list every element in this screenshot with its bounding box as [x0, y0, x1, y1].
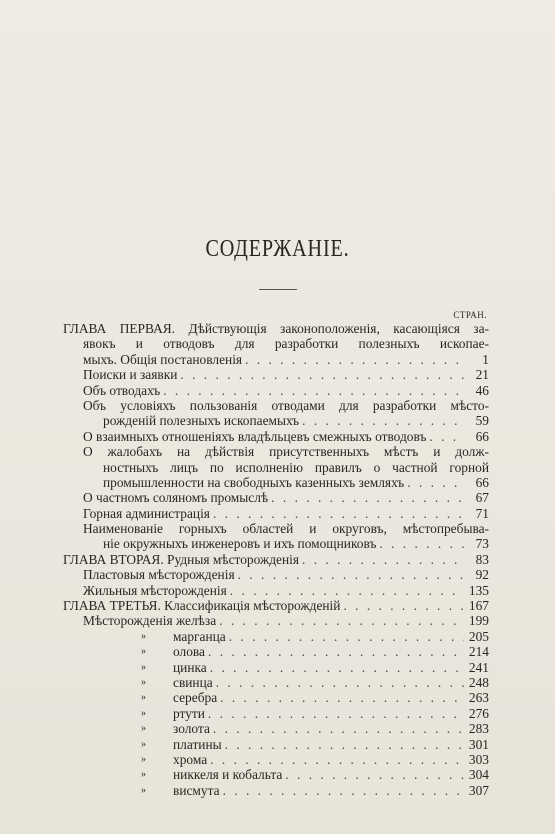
- toc-page-number: 46: [475, 382, 489, 398]
- title-divider: [259, 289, 297, 290]
- toc-page-number: 21: [475, 367, 489, 383]
- table-of-contents: [63, 321, 489, 798]
- toc-entry: [63, 490, 489, 505]
- toc-entry: [63, 567, 489, 582]
- toc-entry-text: хрома: [173, 751, 208, 767]
- page-column-header: СТРАН.: [453, 310, 487, 320]
- toc-page-number: 248: [468, 674, 489, 690]
- toc-entry-text: О жалобахъ на дѣйствія присутственныхъ мѣстъ и долж-: [83, 444, 489, 460]
- page-title: СОДЕРЖАНІЕ.: [205, 236, 350, 262]
- dot-leader: [407, 475, 464, 490]
- toc-entry-line: [63, 336, 489, 351]
- ditto-mark: »: [141, 707, 146, 719]
- toc-entry-text: Объ отводахъ: [83, 382, 161, 398]
- toc-entry-text: свинца: [173, 674, 213, 690]
- toc-page-number: 67: [475, 490, 489, 506]
- toc-entry-text: платины: [173, 736, 222, 752]
- toc-entry-text: ртути: [173, 705, 205, 721]
- dot-leader: [230, 583, 464, 598]
- toc-entry-line: [63, 660, 489, 675]
- toc-entry-text: марганца: [173, 628, 226, 644]
- toc-entry: [63, 660, 489, 675]
- toc-entry-text: никкеля и кобальта: [173, 767, 283, 783]
- dot-leader: [302, 552, 464, 567]
- toc-entry: [63, 398, 489, 429]
- toc-entry-text: ніе окружныхъ инженеровъ и ихъ помощниковъ: [103, 536, 377, 552]
- toc-entry-text: ГЛАВА ПЕРВАЯ. Дѣйствующія законоположенія, касающіяся за-: [63, 321, 489, 336]
- toc-entry-line: [83, 521, 489, 536]
- dot-leader: [245, 352, 464, 367]
- toc-entry-text: Жильныя мѣсторожденія: [83, 582, 227, 598]
- toc-entry-text: явокъ и отводовъ для разработки полезныхъ ископае-: [83, 336, 489, 352]
- toc-page-number: 71: [475, 505, 489, 521]
- toc-entry-line: [63, 675, 489, 690]
- toc-page-number: 92: [475, 567, 489, 583]
- toc-page-number: 276: [468, 705, 489, 721]
- toc-page-number: 301: [468, 736, 489, 752]
- toc-page-number: 1: [482, 351, 489, 367]
- toc-entry-text: промышленности на свободныхъ казенныхъ земляхъ: [103, 474, 405, 490]
- toc-entry-text: серебра: [173, 690, 218, 706]
- toc-entry: [63, 506, 489, 521]
- dot-leader: [210, 752, 464, 767]
- toc-entry-text: О частномъ соляномъ промыслѣ: [83, 490, 269, 506]
- toc-entry-text: Поиски и заявки: [83, 367, 178, 383]
- toc-entry-line: [83, 460, 489, 475]
- toc-entry-line: [83, 613, 489, 628]
- toc-page-number: 241: [468, 659, 489, 675]
- toc-entry-text: О взаимныхъ отношеніяхъ владѣльцевъ смежныхъ отводовъ: [83, 428, 427, 444]
- ditto-mark: »: [141, 661, 146, 673]
- ditto-mark: »: [141, 769, 146, 781]
- toc-entry-line: [83, 413, 489, 428]
- toc-entry: [63, 383, 489, 398]
- ditto-mark: »: [141, 738, 146, 750]
- toc-page-number: 283: [468, 721, 489, 737]
- toc-entry-line: [83, 583, 489, 598]
- toc-page-number: 135: [468, 582, 489, 598]
- toc-entry-line: [63, 644, 489, 659]
- toc-entry-line: [83, 506, 489, 521]
- toc-entry: [63, 521, 489, 552]
- dot-leader: [213, 721, 464, 736]
- toc-entry-line: [83, 475, 489, 490]
- toc-entry-line: [63, 783, 489, 798]
- toc-entry-text: ГЛАВА ТРЕТЬЯ. Классификація мѣсторожденій: [63, 598, 341, 614]
- toc-page-number: 66: [475, 474, 489, 490]
- dot-leader: [208, 706, 464, 721]
- toc-entry: [63, 613, 489, 628]
- ditto-mark: »: [141, 676, 146, 688]
- toc-entry-line: [83, 398, 489, 413]
- dot-leader: [216, 675, 464, 690]
- ditto-mark: »: [141, 753, 146, 765]
- dot-leader: [238, 567, 464, 582]
- toc-entry-text: рожденій полезныхъ ископаемыхъ: [103, 413, 300, 429]
- dot-leader: [223, 783, 464, 798]
- toc-entry: [63, 429, 489, 444]
- toc-entry: [63, 629, 489, 644]
- toc-entry-line: [83, 536, 489, 551]
- toc-entry-text: Горная администрація: [83, 505, 210, 521]
- toc-entry-line: [63, 767, 489, 782]
- dot-leader: [271, 490, 464, 505]
- toc-entry-line: [63, 352, 489, 367]
- toc-entry: [63, 767, 489, 782]
- toc-entry-line: [83, 383, 489, 398]
- toc-entry-text: Пластовыя мѣсторожденія: [83, 567, 235, 583]
- dot-leader: [210, 660, 464, 675]
- toc-entry: [63, 752, 489, 767]
- toc-page-number: 263: [468, 690, 489, 706]
- toc-entry: [63, 444, 489, 490]
- ditto-mark: »: [141, 646, 146, 658]
- toc-page-number: 199: [468, 613, 489, 629]
- toc-entry-text: золота: [173, 721, 210, 737]
- dot-leader: [429, 429, 464, 444]
- toc-entry: [63, 367, 489, 382]
- toc-entry: [63, 721, 489, 736]
- toc-entry-line: [63, 721, 489, 736]
- toc-entry-line: [63, 552, 489, 567]
- dot-leader: [208, 644, 464, 659]
- toc-page-number: 167: [468, 598, 489, 614]
- toc-entry-text: Наименованіе горныхъ областей и округовъ, мѣстопребыва-: [83, 521, 489, 537]
- ditto-mark: »: [141, 692, 146, 704]
- toc-entry-line: [83, 567, 489, 582]
- ditto-mark: »: [141, 723, 146, 735]
- toc-entry-line: [63, 321, 489, 336]
- dot-leader: [180, 367, 464, 382]
- toc-entry: [63, 552, 489, 567]
- toc-entry: [63, 321, 489, 367]
- toc-entry: [63, 598, 489, 613]
- dot-leader: [220, 690, 464, 705]
- toc-entry-line: [63, 737, 489, 752]
- toc-entry: [63, 675, 489, 690]
- toc-entry: [63, 690, 489, 705]
- toc-entry-text: Объ условіяхъ пользованія отводами для разработки мѣсто-: [83, 397, 489, 413]
- toc-entry-line: [83, 444, 489, 459]
- dot-leader: [219, 613, 464, 628]
- toc-entry-text: цинка: [173, 659, 207, 675]
- dot-leader: [379, 536, 464, 551]
- toc-page-number: 66: [475, 428, 489, 444]
- toc-entry-text: ГЛАВА ВТОРАЯ. Рудныя мѣсторожденія: [63, 551, 299, 567]
- toc-entry: [63, 737, 489, 752]
- toc-entry-text: мыхъ. Общія постановленія: [83, 351, 243, 367]
- toc-page-number: 303: [468, 751, 489, 767]
- dot-leader: [343, 598, 464, 613]
- ditto-mark: »: [141, 784, 146, 796]
- toc-entry-text: Мѣсторожденія желѣза: [83, 613, 217, 629]
- toc-entry-line: [63, 598, 489, 613]
- dot-leader: [285, 767, 464, 782]
- dot-leader: [302, 413, 464, 428]
- toc-entry-text: олова: [173, 644, 205, 660]
- toc-page-number: 304: [468, 767, 489, 783]
- dot-leader: [229, 629, 464, 644]
- toc-page-number: 83: [475, 551, 489, 567]
- toc-page-number: 214: [468, 644, 489, 660]
- dot-leader: [225, 737, 464, 752]
- toc-entry-line: [63, 706, 489, 721]
- toc-entry-line: [63, 752, 489, 767]
- dot-leader: [213, 506, 464, 521]
- dot-leader: [163, 383, 464, 398]
- toc-entry-line: [83, 367, 489, 382]
- toc-entry: [63, 583, 489, 598]
- toc-entry-line: [83, 490, 489, 505]
- toc-page-number: 205: [468, 628, 489, 644]
- toc-page-number: 59: [475, 413, 489, 429]
- toc-entry-text: висмута: [173, 782, 220, 798]
- toc-entry-line: [63, 629, 489, 644]
- ditto-mark: »: [141, 630, 146, 642]
- toc-entry-text: ностныхъ лицъ по исполненію правилъ о частной горной: [103, 459, 489, 475]
- toc-entry-line: [63, 690, 489, 705]
- toc-entry: [63, 706, 489, 721]
- toc-entry: [63, 644, 489, 659]
- toc-entry-line: [83, 429, 489, 444]
- toc-page-number: 73: [475, 536, 489, 552]
- toc-entry: [63, 783, 489, 798]
- toc-page-number: 307: [468, 782, 489, 798]
